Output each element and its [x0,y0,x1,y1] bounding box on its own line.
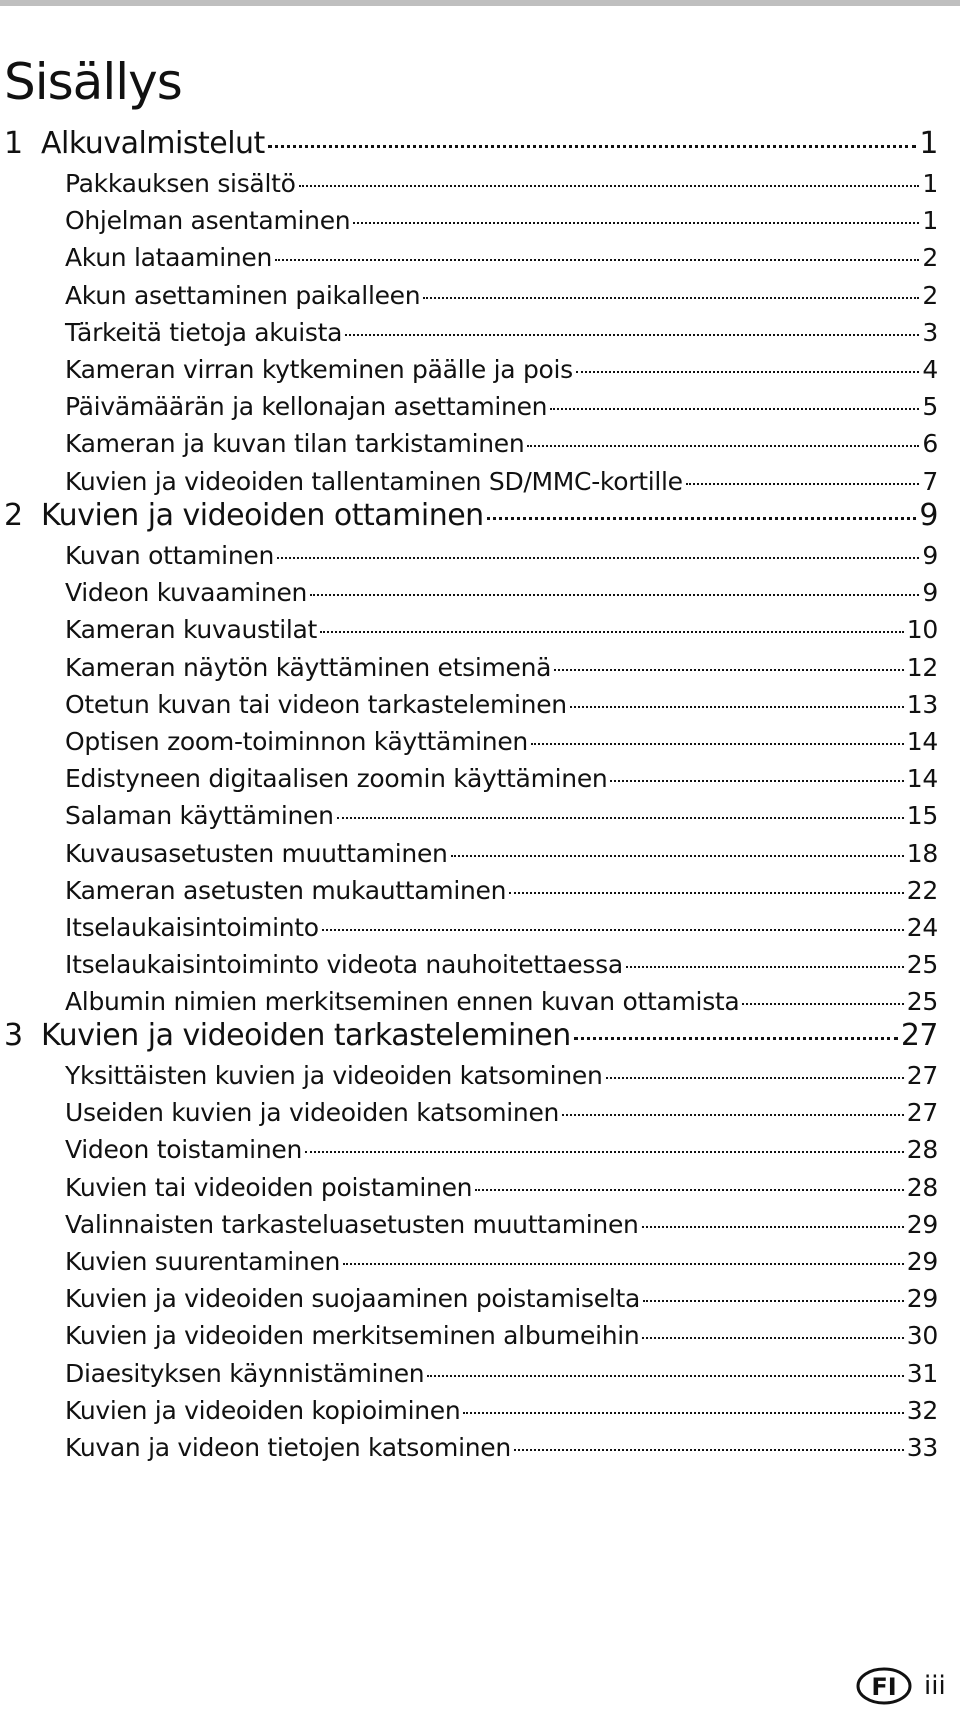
dot-leader [554,669,904,671]
section-title: Valinnaisten tarkasteluasetusten muuttaminen [65,1209,639,1239]
section-page-number: 1 [922,206,938,236]
dot-leader [322,929,904,931]
dot-leader [345,334,919,336]
toc-section-row[interactable] [65,1095,938,1131]
section-page-number: 3 [922,317,938,347]
dot-leader [643,1300,904,1302]
toc-section-row[interactable] [65,724,938,760]
section-title: Akun lataaminen [65,243,273,273]
section-title: Itselaukaisintoiminto videota nauhoitettaessa [65,950,623,980]
chapter-page-number: 1 [919,126,938,161]
section-page-number: 28 [906,1135,938,1165]
section-title: Salaman käyttäminen [65,801,334,831]
section-title: Diaesityksen käynnistäminen [65,1358,425,1388]
toc-section-row[interactable] [65,426,938,462]
section-title: Kameran virran kytkeminen päälle ja pois [65,355,573,384]
section-title: Kuvien suurentaminen [65,1247,341,1276]
section-page-number: 14 [906,764,938,794]
toc-section-row[interactable] [65,278,938,314]
chapter-page-number: 9 [919,498,938,533]
section-title: Tärkeitä tietoja akuista [65,317,343,347]
dot-leader [337,817,904,819]
toc-section-row[interactable] [65,761,938,797]
section-page-number: 15 [906,801,938,831]
dot-leader [451,855,904,857]
toc-section-row[interactable] [65,352,938,388]
section-title: Useiden kuvien ja videoiden katsominen [65,1098,560,1128]
toc-section-row[interactable] [65,389,938,425]
section-title: Kameran ja kuvan tilan tarkistaminen [65,429,525,459]
section-page-number: 2 [922,280,938,310]
section-title: Otetun kuvan tai videon tarkasteleminen [65,689,567,719]
section-page-number: 29 [906,1209,938,1239]
toc-section-row[interactable] [65,1170,938,1206]
toc-section-row[interactable] [65,910,938,946]
section-page-number: 31 [906,1358,938,1388]
chapter-number: 3 [4,1018,23,1053]
toc-chapter-row[interactable] [4,1018,938,1054]
dot-leader [642,1337,903,1339]
section-page-number: 33 [906,1433,938,1462]
dot-leader [427,1375,903,1377]
toc-section-row[interactable] [65,203,938,239]
section-title: Pakkauksen sisältö [65,169,296,198]
toc-section-row[interactable] [65,1058,938,1094]
toc-section-row[interactable] [65,464,938,500]
toc-section-row[interactable] [65,836,938,872]
dot-leader [305,1151,904,1153]
toc-section-row[interactable] [65,1207,938,1243]
dot-leader [550,408,919,410]
dot-leader [642,1226,904,1228]
dot-leader [574,1037,898,1040]
toc-section-row[interactable] [65,984,938,1020]
section-title: Kameran asetusten mukauttaminen [65,875,507,905]
dot-leader [606,1077,904,1079]
section-page-number: 27 [906,1098,938,1128]
section-title: Videon toistaminen [65,1135,302,1165]
section-title: Kuvan ja videon tietojen katsominen [65,1433,511,1462]
section-title: Kameran näytön käyttäminen etsimenä [65,652,552,682]
section-page-number: 14 [906,727,938,756]
toc-section-row[interactable] [65,315,938,351]
dot-leader [514,1449,904,1451]
dot-leader [626,966,904,968]
dot-leader [576,371,919,373]
section-title: Päivämäärän ja kellonajan asettaminen [65,392,548,422]
section-page-number: 5 [922,392,938,422]
dot-leader [275,259,919,261]
section-page-number: 9 [922,541,938,570]
dot-leader [509,892,904,894]
section-page-number: 24 [906,913,938,942]
section-page-number: 9 [922,578,938,608]
toc-section-row[interactable] [65,1393,938,1429]
section-title: Akun asettaminen paikalleen [65,280,421,310]
toc-section-row[interactable] [65,1430,938,1466]
dot-leader [277,557,919,559]
dot-leader [320,631,904,633]
chapter-number: 2 [4,498,23,533]
section-page-number: 1 [922,169,938,198]
chapter-title: Alkuvalmistelut [41,126,265,161]
toc-section-row[interactable] [65,1132,938,1168]
dot-leader [527,445,919,447]
section-title: Videon kuvaaminen [65,578,308,608]
dot-leader [742,1003,903,1005]
toc-section-row[interactable] [65,687,938,723]
section-page-number: 30 [906,1321,938,1351]
section-page-number: 27 [906,1061,938,1090]
toc-chapter-row[interactable] [4,498,938,534]
chapter-title: Kuvien ja videoiden tarkasteleminen [41,1018,571,1053]
dot-leader [570,706,904,708]
dot-leader [299,185,920,187]
section-title: Kuvien tai videoiden poistaminen [65,1172,473,1202]
section-page-number: 25 [906,987,938,1017]
section-page-number: 12 [906,652,938,682]
toc-section-row[interactable] [65,650,938,686]
section-page-number: 7 [922,466,938,496]
toc-section-row[interactable] [65,240,938,276]
language-code: FI [871,1673,897,1701]
language-badge [856,1666,912,1706]
toc-section-row[interactable] [65,947,938,983]
section-page-number: 22 [906,875,938,905]
section-page-number: 18 [906,838,938,868]
toc-section-row[interactable] [65,1281,938,1317]
section-title: Kuvan ottaminen [65,541,274,570]
footer-page-number: iii [924,1671,946,1701]
dot-leader [343,1263,904,1265]
section-title: Albumin nimien merkitseminen ennen kuvan ottamista [65,987,740,1017]
section-page-number: 28 [906,1172,938,1202]
toc-section-row[interactable] [65,538,938,574]
section-page-number: 29 [906,1247,938,1276]
toc-section-row[interactable] [65,1318,938,1354]
section-title: Yksittäisten kuvien ja videoiden katsominen [65,1061,603,1090]
dot-leader [475,1189,904,1191]
toc-section-row[interactable] [65,873,938,909]
toc-section-row[interactable] [65,166,938,202]
dot-leader [463,1412,903,1414]
dot-leader [268,145,917,148]
section-page-number: 2 [922,243,938,273]
toc-section-row[interactable] [65,1244,938,1280]
toc-section-row[interactable] [65,612,938,648]
chapter-page-number: 27 [900,1018,938,1053]
toc-section-row[interactable] [65,798,938,834]
section-title: Kuvien ja videoiden tallentaminen SD/MMC-kortille [65,466,683,496]
section-title: Kuvien ja videoiden kopioiminen [65,1395,461,1425]
section-title: Ohjelman asentaminen [65,206,351,236]
page-title: Sisällys [4,53,182,111]
section-page-number: 10 [906,615,938,645]
section-title: Itselaukaisintoiminto [65,913,319,942]
dot-leader [487,517,917,520]
toc-section-row[interactable] [65,575,938,611]
section-page-number: 25 [906,950,938,980]
section-page-number: 13 [906,689,938,719]
section-page-number: 4 [922,355,938,384]
toc-section-row[interactable] [65,1356,938,1392]
dot-leader [610,780,903,782]
toc-chapter-row[interactable] [4,126,938,162]
section-title: Optisen zoom-toiminnon käyttäminen [65,727,528,756]
dot-leader [353,222,919,224]
section-page-number: 32 [906,1395,938,1425]
section-title: Kuvien ja videoiden merkitseminen albumeihin [65,1321,640,1351]
section-page-number: 6 [922,429,938,459]
section-title: Kuvausasetusten muuttaminen [65,838,448,868]
dot-leader [686,483,920,485]
section-title: Kameran kuvaustilat [65,615,318,645]
dot-leader [310,594,919,596]
section-page-number: 29 [906,1284,938,1314]
section-title: Edistyneen digitaalisen zoomin käyttäminen [65,764,608,794]
chapter-number: 1 [4,126,23,161]
dot-leader [562,1114,904,1116]
dot-leader [531,743,904,745]
dot-leader [423,297,919,299]
chapter-title: Kuvien ja videoiden ottaminen [41,498,484,533]
section-title: Kuvien ja videoiden suojaaminen poistamiselta [65,1284,640,1314]
